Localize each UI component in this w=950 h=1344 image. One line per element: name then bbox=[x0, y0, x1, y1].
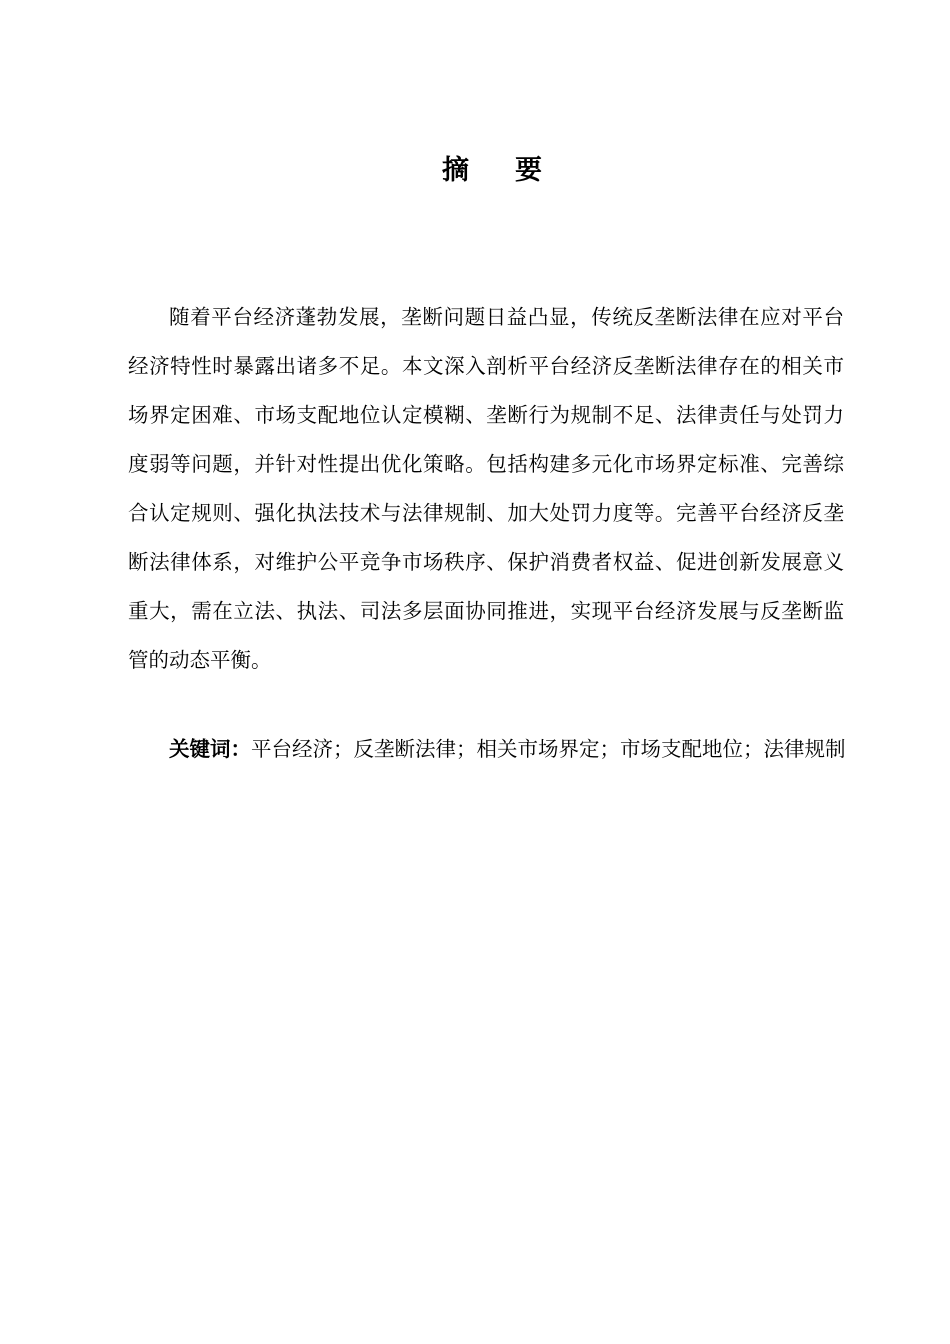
title-char-2: 要 bbox=[515, 155, 544, 186]
keywords-line bbox=[128, 725, 860, 774]
title-char-1: 摘 bbox=[442, 155, 471, 186]
keywords-list: 平台经济；反垄断法律；相关市场界定；市场支配地位；法律规制 bbox=[251, 737, 846, 761]
page-title bbox=[0, 150, 950, 192]
keywords-label: 关键词： bbox=[169, 737, 251, 761]
abstract-paragraph: 随着平台经济蓬勃发展，垄断问题日益凸显，传统反垄断法律在应对平台经济特性时暴露出诸多不足。本文深入剖析平台经济反垄断法律存在的相关市场界定困难、市场支配地位认定模糊、垄断行为规制不足、法律责任与处罚力度弱等问题，并针对性提出优化策略。包括构建多元化市场界定标准、完善综合认定规则、强化执法技术与法律规制、加大处罚力度等。完善平台经济反垄断法律体系，对维护公平竞争市场秩序、保护消费者权益、促进创新发展意义重大，需在立法、执法、司法多层面协同推进，实现平台经济发展与反垄断监管的动态平衡。 bbox=[128, 305, 844, 672]
